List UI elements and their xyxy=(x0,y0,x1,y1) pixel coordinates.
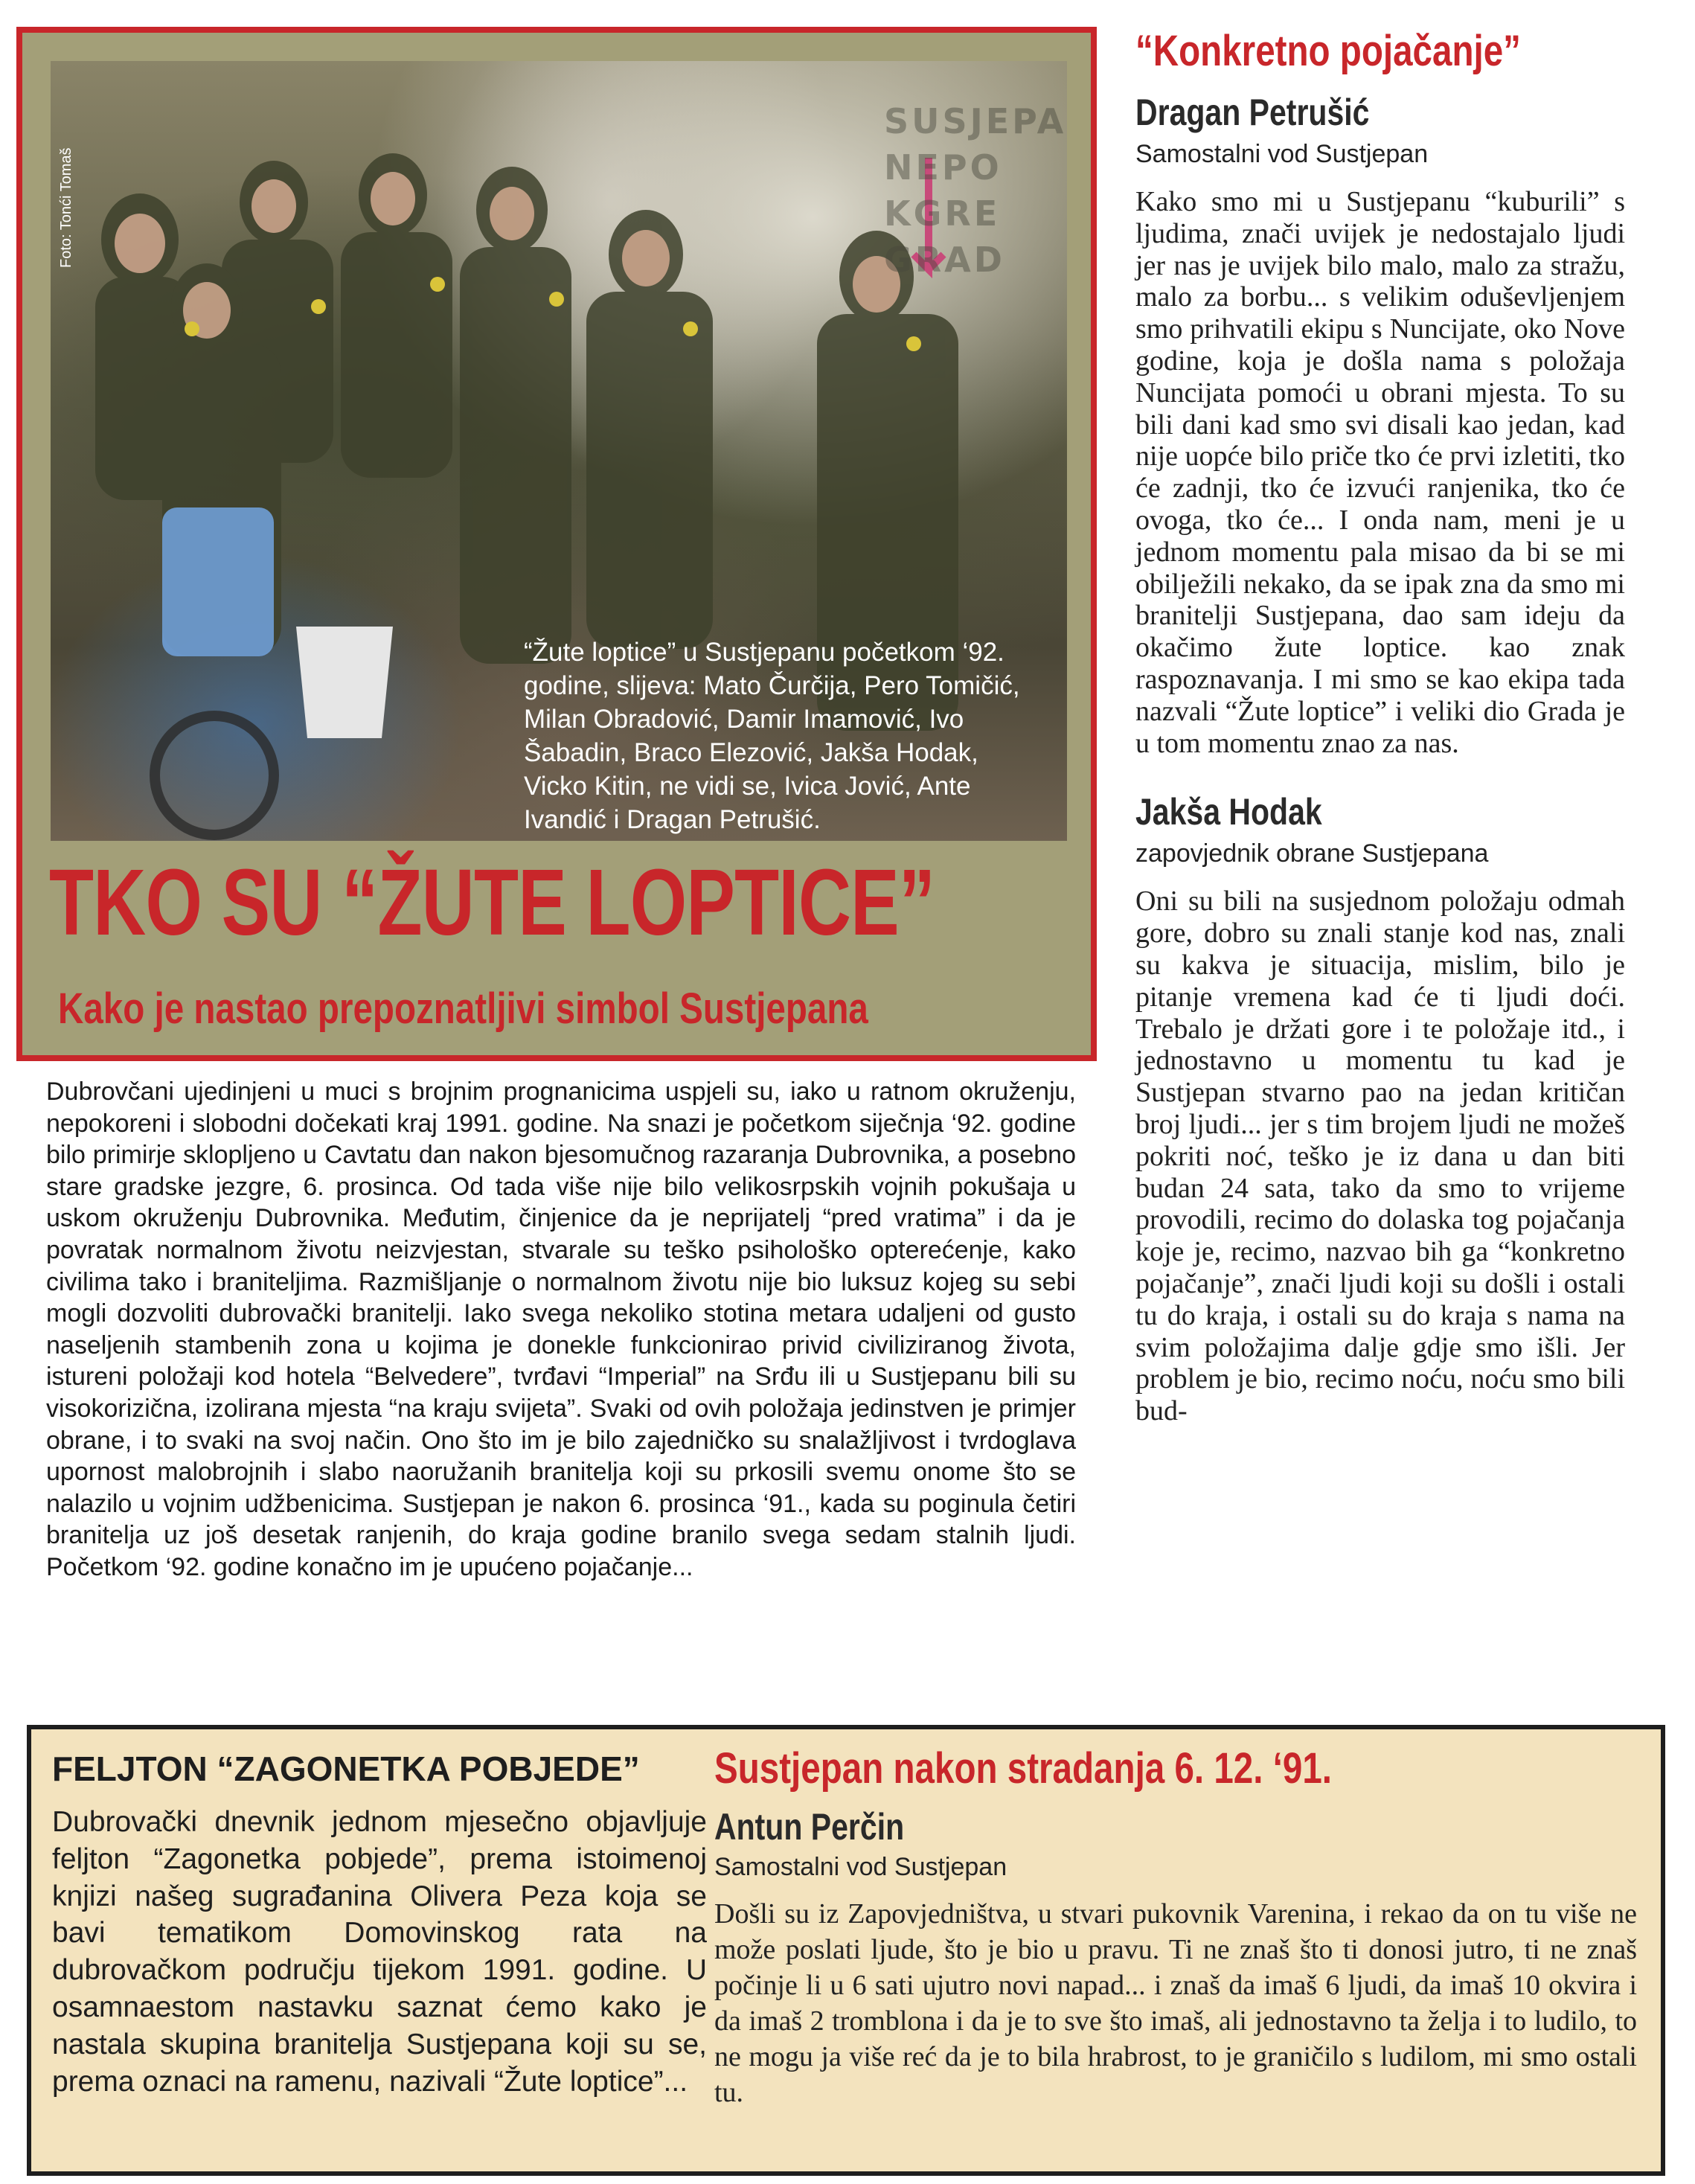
speaker-quote: Kako smo mi u Sustjepanu “kuburili” s ljudima, znači uvijek je nedostajalo ljudi jer nas je uvijek bilo malo, malo za stražu, malo za borbu... s velikim oduševljenjem smo prihvatili ekipu s Nuncijate, oko Nove godine, koja je došla nama s položaja Nuncijata pomoći u obrani mjesta. To su bili dani kad smo svi disali kao jedan, kad nije uopće bilo priče tko će prvi izletiti, tko će zadnji, tko će izvući ranjenika, tko će ovoga, tko će... I onda nam, meni je u jednom momentu pala misao da bi se mi obilježili nekako, da se ipak zna da smo mi branitelji Sustjepana, dao sam ideju da okačimo žute loptice. kao znak raspoznavanja. I mi smo se kao ekipa tada nazvali “Žute loptice” i veliki dio Grada je u tom momentu znao za nas. xyxy=(1135,186,1625,759)
feljton-quote-section xyxy=(714,1744,1637,2110)
speaker-quote: Došli su iz Zapovjedništva, u stvari pukovnik Varenina, i rekao da on tu više ne može poslati ljude, što je bio u pravu. Ti ne znaš što ti donosi jutro, ti ne znaš počinje li u 6 sati ujutro novi napad... i znaš da imaš 6 ljudi, da imaš 10 okvira i da imaš 2 tromblona i da je to sve što imaš, ali jednostavno ta želja i to ludilo, to ne mogu ja više reć da je to bila hrabrost, to je graničilo s ludilom, mi smo ostali tu. xyxy=(714,1898,1637,2108)
speaker-name: Antun Perčin xyxy=(714,1806,905,1848)
wall-graffiti-line: GRAD xyxy=(884,240,1005,280)
group-photo xyxy=(51,61,1067,841)
feljton-heading: FELJTON “ZAGONETKA POBJEDE” xyxy=(52,1749,640,1788)
feature-title: TKO SU “ŽUTE LOPTICE” xyxy=(49,850,935,955)
wall-graffiti-line: KGRE xyxy=(884,193,1001,234)
speaker-role: zapovjednik obrane Sustjepana xyxy=(1135,839,1489,868)
feljton-text: Dubrovački dnevnik jednom mjesečno objavljuje feljton “Zagonetka pobjede”, prema istoimenoj knjizi našeg sugrađanina Olivera Peza koja se bavi tematikom Domovinskog rata na dubrovačkom području tijekom 1991. godine. U osamnaestom nastavku saznat ćemo kako je nastala skupina branitelja Sustjepana koji su se, prema oznaci na ramenu, nazivali “Žute loptice”... xyxy=(52,1806,707,2098)
sidebar-column xyxy=(1135,27,1625,1427)
intro-text: Dubrovčani ujedinjeni u muci s brojnim prognanicima uspjeli su, iako u ratnom okruženju, nepokoreni i slobodni dočekati kraj 1991. godine. Na snazi je početkom siječnja ‘92. godine bilo primirje sklopljeno u Cavtatu dan nakon bjesomučnog razaranja Dubrovnika, a posebno stare gradske jezgre, 6. prosinca. Od tada više nije bilo velikosrpskih vojnih pokušaja u uskom okruženju Dubrovnika. Međutim, činjenice da je neprijatelj “pred vratima” i da je povratak normalnom životu neizvjestan, stvarale su teško psihološko opterećenje, kako civilima tako i braniteljima. Razmišljanje o normalnom životu nije bio luksuz kojeg su sebi mogli dozvoliti dubrovački branitelji. Iako svega nekoliko stotina metara udaljeni od gusto naseljenih stambenih zona u kojima je donekle funkcionirao privid civiliziranog života, istureni položaji kod hotela “Belvedere”, tvrđavi “Imperial” na Srđu ili u Sustjepanu bili su visokorizična, izolirana mjesta “na kraju svijeta”. Svaki od ovih položaja jedinstven je primjer obrane, i to svaki na svoj način. Ono što im je bilo zajedničko su snalažljivost i tvrdoglava upornost malobrojnih i slabo naoružanih branitelja koji su prkosili svemu onome što se nalazilo u vojnim udžbenicima. Sustjepan je nakon 6. prosinca ‘91., kada su poginula četiri branitelja uz još desetak ranjenih, do kraja godine branilo svega sedam stalnih ljudi. Početkom ‘92. godine konačno im je upućeno pojačanje... xyxy=(46,1077,1076,1581)
sidebar-heading: “Konkretno pojačanje” xyxy=(1135,27,1521,75)
speaker-name: Dragan Petrušić xyxy=(1135,92,1370,133)
speaker-name: Jakša Hodak xyxy=(1135,791,1322,833)
speaker-role: Samostalni vod Sustjepan xyxy=(1135,140,1429,168)
photo-credit: Foto: Tonći Tomaš xyxy=(58,147,74,268)
photo-caption: “Žute loptice” u Sustjepanu početkom ‘92. godine, slijeva: Mato Čurčija, Pero Tomičić, Milan Obradović, Damir Imamović, Ivo Šabadin, Braco Elezović, Jakša Hodak, Vicko Kitin, ne vidi se, Ivica Jović, Ante Ivandić i Dragan Petrušić. xyxy=(524,638,1020,834)
feljton-info xyxy=(52,1747,707,2100)
feljton-box xyxy=(27,1725,1665,2176)
feature-subtitle: Kako je nastao prepoznatljivi simbol Sustjepana xyxy=(58,984,868,1033)
wall-graffiti xyxy=(884,98,1067,283)
speaker-quote: Oni su bili na susjednom položaju odmah gore, dobro su znali stanje kod nas, znali su kakva je situacija, mislim, bilo je pitanje vremena kad će ti ljudi doći. Trebalo je držati gore i te položaje itd., i jednostavno u momentu tu kad je Sustjepan stvarno pao na jedan kritičan broj ljudi... jer s tim brojem ljudi ne možeš pokriti noć, teško je iz dana u dan biti budan 24 sata, tako da smo to vrijeme provodili, recimo do dolaska tog pojačanja koje je, recimo, nazvao bih ga “konkretno pojačanje”, znači ljudi koji su došli i ostali tu do kraja, i ostali su do kraja s nama na svim položajima dalje gdje smo išli. Jer problem je bio, recimo noću, noću smo bili bud- xyxy=(1135,886,1625,1427)
feature-box xyxy=(16,27,1097,1061)
wall-graffiti-line: NEPO xyxy=(884,147,1002,188)
feljton-right-heading: Sustjepan nakon stradanja 6. 12. ‘91. xyxy=(714,1744,1332,1793)
wall-graffiti-line: SUSJEPA xyxy=(884,101,1067,141)
speaker-role: Samostalni vod Sustjepan xyxy=(714,1853,1007,1881)
